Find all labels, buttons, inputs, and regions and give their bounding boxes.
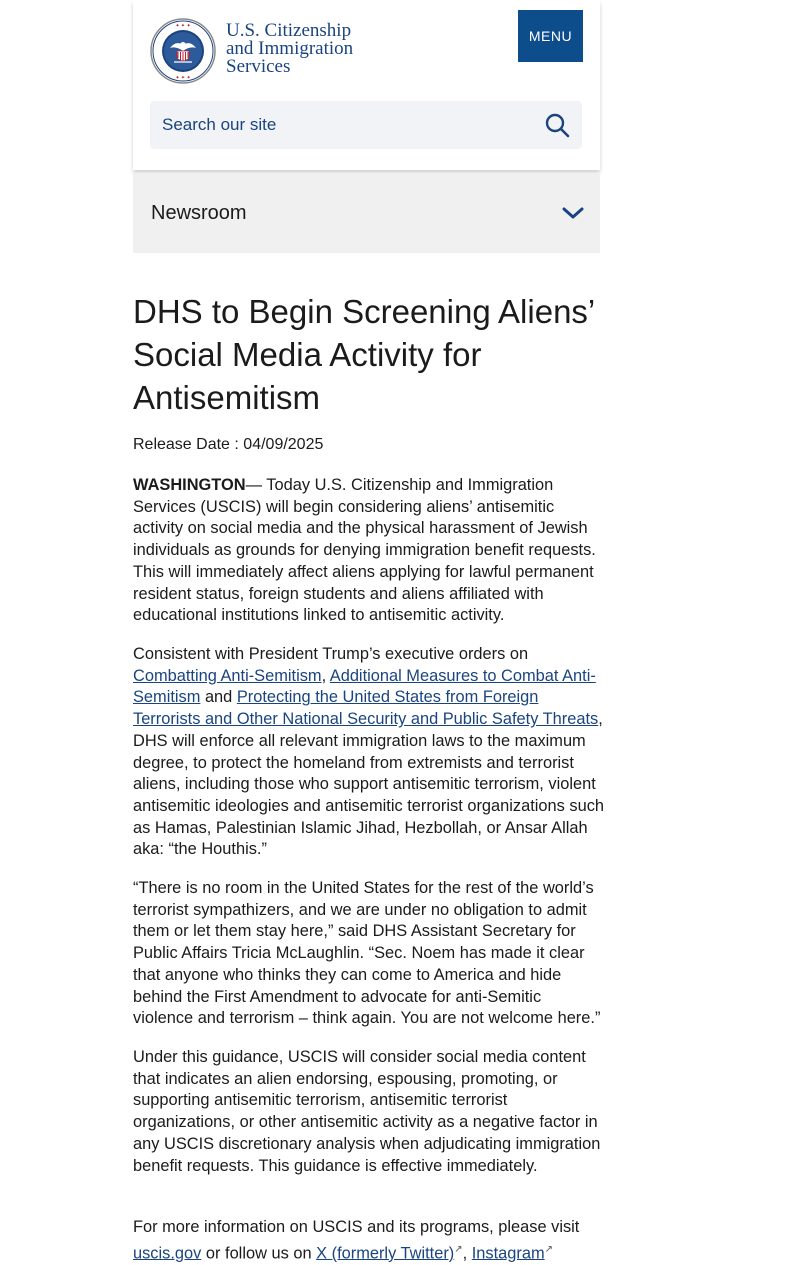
link-additional-measures[interactable]: Additional Measures to Combat Anti-Semitism <box>133 666 596 707</box>
link-combatting-anti-semitism[interactable]: Combatting Anti-Semitism <box>133 666 322 685</box>
search-bar <box>150 101 582 149</box>
link-uscis-gov[interactable]: uscis.gov <box>133 1244 202 1263</box>
separator: , <box>462 1244 472 1263</box>
dateline: WASHINGTON <box>133 476 246 494</box>
svg-text:✦ ✦ ✦: ✦ ✦ ✦ <box>175 75 191 81</box>
paragraph-2-rest: , DHS will enforce all relevant immigration laws to the maximum degree, to protect the homeland from extremists and terrorist aliens, including those who support antisemitic terrorism, violent antisemitic ideologies and antisemitic terrorist organizations such as Hamas, Palestinian Islamic Jihad, Hezbollah, or Ansar Allah aka: “the Houthis.” <box>133 710 604 859</box>
separator: and <box>200 688 237 707</box>
search-input[interactable] <box>150 101 544 149</box>
link-instagram[interactable]: Instagram <box>471 1244 545 1263</box>
section-nav-label: Newsroom <box>151 201 247 224</box>
paragraph-5 <box>133 1217 605 1265</box>
paragraph-5-mid: or follow us on <box>201 1244 317 1263</box>
chevron-down-icon <box>562 206 584 220</box>
paragraph-1-text: — Today U.S. Citizenship and Immigration Services (USCIS) will begin considering aliens’ antisemitic activity on social media and the physical harassment of Jewish individuals as grounds for denying immigration benefit requests. This will immediately affect aliens applying for lawful permanent resident status, foreign students and aliens affiliated with educational institutions linked to antisemitic activity. <box>133 476 596 625</box>
paragraph-3: “There is no room in the United States for the rest of the world’s terrorist sympathizers, and we are under no obligation to admit them or let them stay here,” said DHS Assistant Secretary for Public Affairs Tricia McLaughlin. “Sec. Noem has made it clear that anyone who thinks they can come to America and hide behind the First Amendment to advocate for anti-Semitic violence and terrorism – think again. You are not welcome here.” <box>133 879 601 1028</box>
agency-line-1: U.S. Citizenship <box>226 20 352 41</box>
paragraph-4: Under this guidance, USCIS will consider social media content that indicates an alien endorsing, espousing, promoting, or supporting antisemitic terrorism, antisemitic terrorist organizations, or other antisemitic activity as a negative factor in any USCIS discretionary analysis when adjudicating immigration benefit requests. This guidance is effective immediately. <box>133 1048 601 1175</box>
paragraph-2 <box>133 644 605 861</box>
dhs-seal-logo[interactable] <box>150 18 216 84</box>
link-x-twitter[interactable]: X (formerly Twitter) <box>316 1244 455 1263</box>
agency-name[interactable] <box>226 22 353 76</box>
external-link-icon: ↗ <box>544 1243 554 1255</box>
release-date <box>133 436 323 454</box>
release-date-label: Release Date : <box>133 436 239 453</box>
agency-line-3: Services <box>226 56 291 77</box>
separator: , <box>321 666 330 685</box>
agency-line-2: and Immigration <box>226 38 354 59</box>
page-title: DHS to Begin Screening Aliens’ Social Media Activity for Antisemitism <box>133 293 595 416</box>
paragraph-2-lead: Consistent with President Trump’s executive orders on <box>133 645 529 663</box>
paragraph-1 <box>133 475 605 627</box>
external-link-icon: ↗ <box>454 1243 463 1255</box>
release-date-value: 04/09/2025 <box>243 436 324 453</box>
link-protecting-united-states[interactable]: Protecting the United States from Foreign Terrorists and Other National Security and Public Safety Threats <box>133 688 599 729</box>
svg-text:✦ ✦ ✦: ✦ ✦ ✦ <box>175 23 191 29</box>
section-nav-dropdown[interactable] <box>133 173 600 253</box>
search-icon[interactable] <box>544 112 570 138</box>
paragraph-5-lead: For more information on USCIS and its programs, please visit <box>133 1218 580 1236</box>
menu-button[interactable]: MENU <box>518 10 583 62</box>
